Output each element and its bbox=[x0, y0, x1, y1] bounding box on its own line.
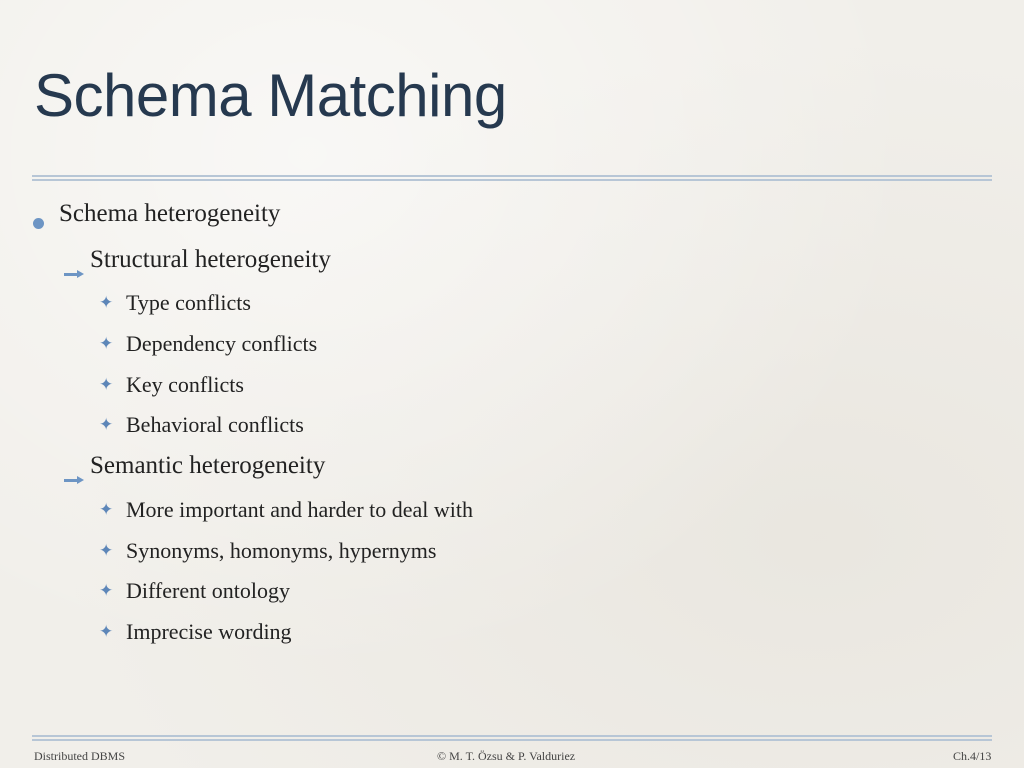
bullet-text: Key conflicts bbox=[126, 372, 244, 397]
four-point-star-icon: ✦ bbox=[99, 581, 114, 601]
bullet-text: Semantic heterogeneity bbox=[90, 452, 326, 479]
bullet-text: Imprecise wording bbox=[126, 619, 292, 644]
footer-course: Distributed DBMS bbox=[34, 749, 126, 763]
bullet-dot-icon bbox=[33, 218, 44, 229]
footer-page-number: Ch.4/13 bbox=[953, 749, 992, 763]
right-arrow-icon bbox=[64, 476, 84, 484]
four-point-star-icon: ✦ bbox=[99, 622, 114, 642]
slide-title: Schema Matching bbox=[34, 62, 507, 129]
footer-divider bbox=[32, 735, 992, 741]
footer-copyright: © M. T. Özsu & P. Valduriez bbox=[437, 749, 576, 763]
bullet-text: Structural heterogeneity bbox=[90, 246, 331, 273]
four-point-star-icon: ✦ bbox=[99, 541, 114, 561]
four-point-star-icon: ✦ bbox=[99, 293, 114, 313]
bullet-text: Different ontology bbox=[126, 578, 290, 603]
bullet-text: Synonyms, homonyms, hypernyms bbox=[126, 538, 437, 563]
right-arrow-icon bbox=[64, 270, 84, 278]
four-point-star-icon: ✦ bbox=[99, 415, 114, 435]
four-point-star-icon: ✦ bbox=[99, 334, 114, 354]
four-point-star-icon: ✦ bbox=[99, 500, 114, 520]
four-point-star-icon: ✦ bbox=[99, 375, 114, 395]
bullet-text: Behavioral conflicts bbox=[126, 412, 304, 437]
bullet-text: More important and harder to deal with bbox=[126, 497, 474, 522]
bullet-text: Type conflicts bbox=[126, 290, 251, 315]
bullet-text: Schema heterogeneity bbox=[59, 200, 281, 227]
bullet-text: Dependency conflicts bbox=[126, 331, 318, 356]
